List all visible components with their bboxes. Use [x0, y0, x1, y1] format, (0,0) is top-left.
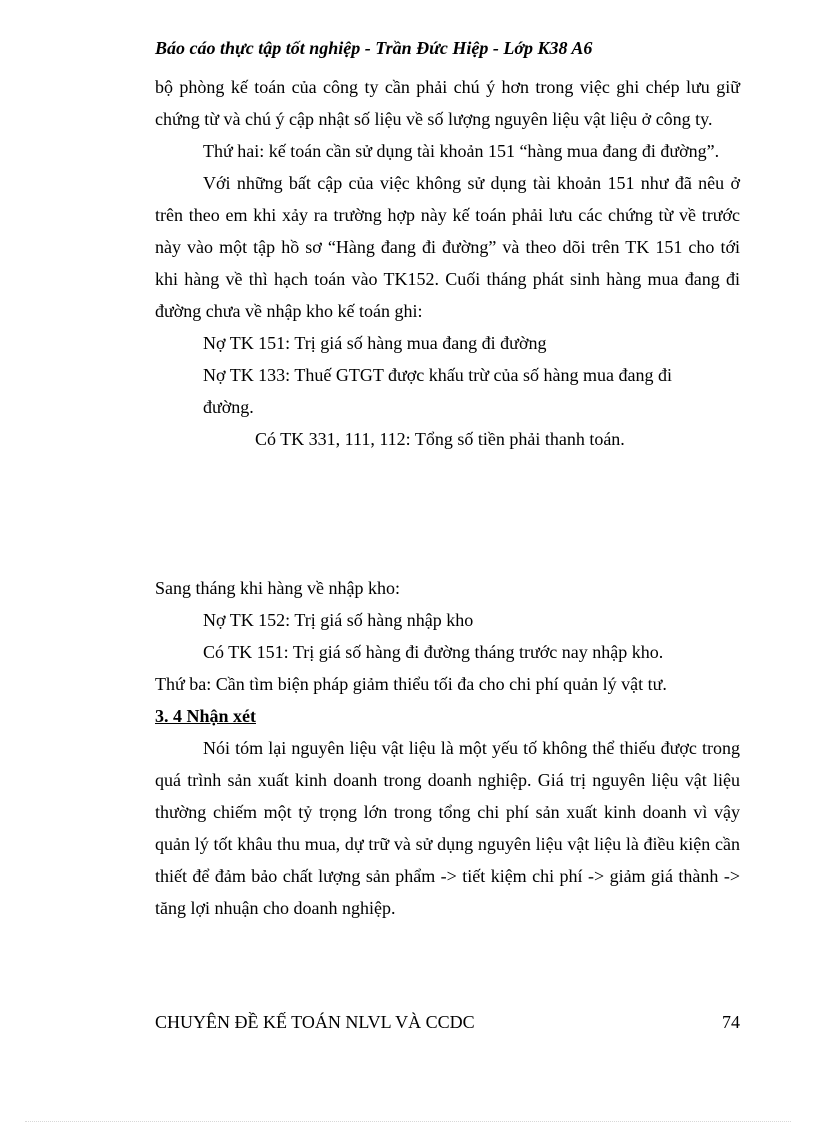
footer-label: CHUYÊN ĐỀ KẾ TOÁN NLVL VÀ CCDC [155, 1012, 475, 1032]
paragraph-6: Nói tóm lại nguyên liệu vật liệu là một yếu tố không thể thiếu được trong quá trình sản xuất kinh doanh trong doanh nghiệp. Giá trị nguyên liệu vật liệu thường chiếm một tỷ trọng lớn trong tổng chi phí sản xuất kinh doanh vì vậy quản lý tốt khâu thu mua, dự trữ và sử dụng nguyên liệu vật liệu là điều kiện cần thiết để đảm bảo chất lượng sản phẩm -> tiết kiệm chi phí -> giảm giá thành -> tăng lợi nhuận cho doanh nghiệp. [155, 738, 740, 918]
entry-debit-133-cont: đường. [203, 397, 254, 417]
paragraph-1: bộ phòng kế toán của công ty cần phải chú ý hơn trong việc ghi chép lưu giữ chứng từ và chú ý cập nhật số liệu về số lượng nguyên liệu vật liệu ở công ty. [155, 77, 740, 129]
entry-credit-331: Có TK 331, 111, 112: Tổng số tiền phải thanh toán. [255, 429, 625, 449]
paragraph-2: Thứ hai: kế toán cần sử dụng tài khoản 151 “hàng mua đang đi đường”. [203, 141, 720, 161]
page-number: 74 [722, 1012, 740, 1032]
entry-credit-151: Có TK 151: Trị giá số hàng đi đường tháng trước nay nhập kho. [203, 642, 664, 662]
page-footer [155, 1012, 740, 1033]
entry-debit-152: Nợ TK 152: Trị giá số hàng nhập kho [203, 610, 474, 630]
body-block-1 [155, 71, 740, 455]
body-block-2 [155, 572, 740, 924]
entry-debit-133: Nợ TK 133: Thuế GTGT được khấu trừ của số hàng mua đang đi [203, 365, 672, 385]
section-heading: 3. 4 Nhận xét [155, 706, 257, 726]
paragraph-3: Với những bất cập của việc không sử dụng tài khoản 151 như đã nêu ở trên theo em khi xảy ra trường hợp này kế toán phải lưu các chứng từ về trước này vào một tập hồ sơ “Hàng đang đi đường” và theo dõi trên TK 151 cho tới khi hàng về thì hạch toán vào TK152. Cuối tháng phát sinh hàng mua đang đi đường chưa về nhập kho kế toán ghi: [155, 173, 740, 321]
paragraph-4: Sang tháng khi hàng về nhập kho: [155, 578, 400, 598]
page-edge-divider [25, 1121, 791, 1122]
entry-debit-151: Nợ TK 151: Trị giá số hàng mua đang đi đường [203, 333, 547, 353]
page-header: Báo cáo thực tập tốt nghiệp - Trần Đức Hiệp - Lớp K38 A6 [155, 38, 593, 58]
paragraph-5: Thứ ba: Cần tìm biện pháp giảm thiểu tối đa cho chi phí quản lý vật tư. [155, 674, 667, 694]
